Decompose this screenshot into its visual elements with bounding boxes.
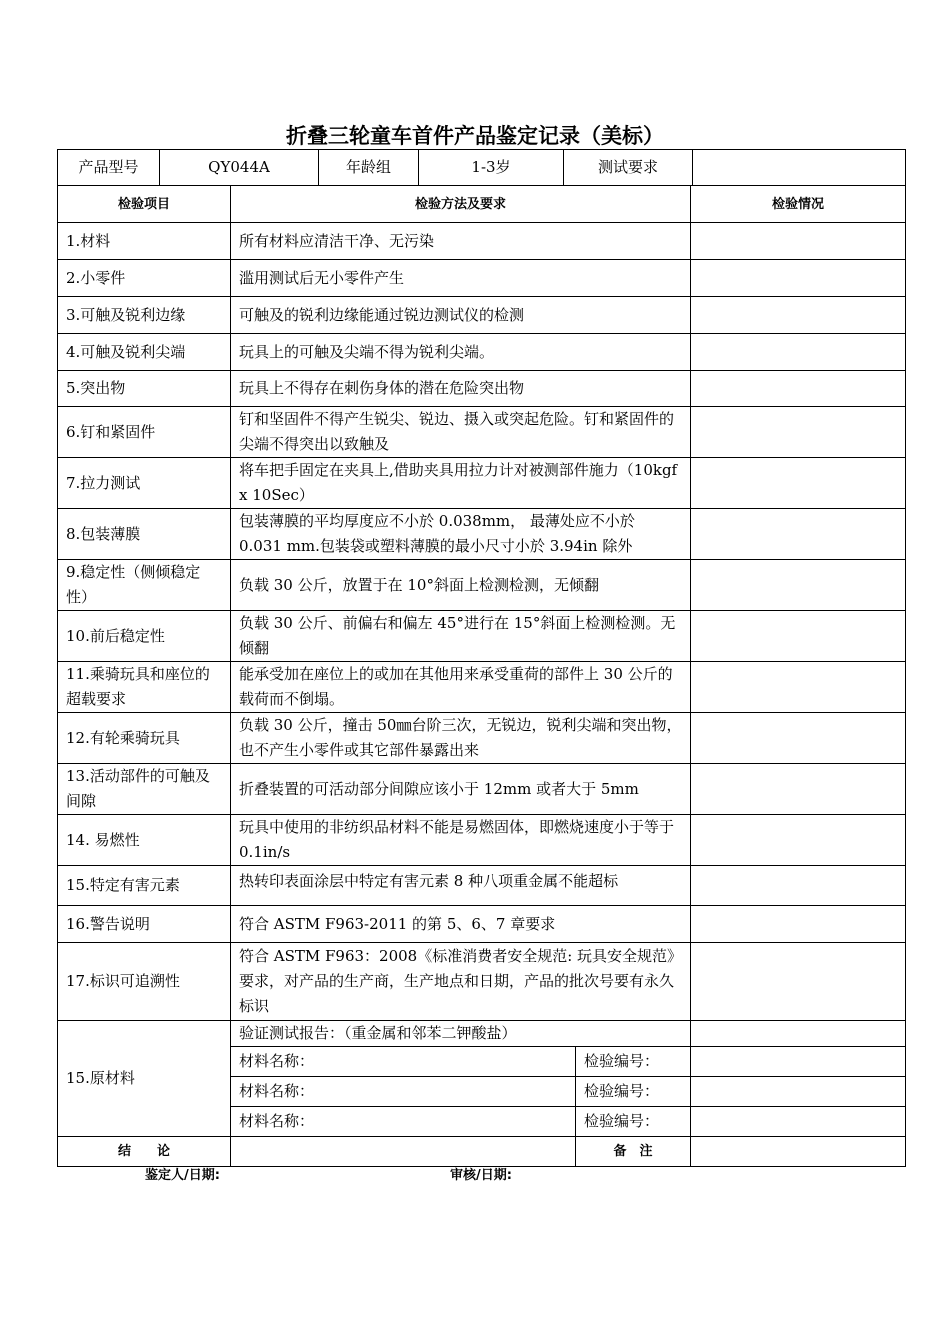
table-row xyxy=(58,943,906,1021)
status-cell[interactable] xyxy=(691,407,906,458)
status-cell[interactable] xyxy=(691,764,906,815)
inspect-number-label: 检验编号： xyxy=(576,1107,691,1137)
inspect-number-value[interactable] xyxy=(691,1077,906,1107)
status-cell[interactable] xyxy=(691,906,906,943)
column-status: 检验情况 xyxy=(691,186,906,223)
material-name-label: 材料名称： xyxy=(231,1047,576,1077)
method-cell: 热转印表面涂层中特定有害元素 8 种八项重金属不能超标 xyxy=(231,866,691,906)
item-cell: 11.乘骑玩具和座位的超载要求 xyxy=(58,662,231,713)
item-cell: 13.活动部件的可触及间隙 xyxy=(58,764,231,815)
inspect-number-label: 检验编号： xyxy=(576,1077,691,1107)
method-cell: 折叠装置的可活动部分间隙应该小于 12mm 或者大于 5mm xyxy=(231,764,691,815)
status-cell[interactable] xyxy=(691,662,906,713)
material-name-label: 材料名称： xyxy=(231,1107,576,1137)
inspect-number-value[interactable] xyxy=(691,1107,906,1137)
item-cell: 4.可触及锐利尖端 xyxy=(58,334,231,371)
method-cell: 能承受加在座位上的或加在其他用来承受重荷的部件上 30 公斤的载荷而不倒塌。 xyxy=(231,662,691,713)
material-name-label: 材料名称： xyxy=(231,1077,576,1107)
method-cell: 玩具上的可触及尖端不得为锐利尖端。 xyxy=(231,334,691,371)
item-cell: 5.突出物 xyxy=(58,371,231,407)
table-row xyxy=(58,560,906,611)
method-cell: 将车把手固定在夹具上,借助夹具用拉力计对被测部件施力（10kgf x 10Sec） xyxy=(231,458,691,509)
status-cell[interactable] xyxy=(691,713,906,764)
test-requirement-value xyxy=(693,150,906,186)
status-cell[interactable] xyxy=(691,815,906,866)
item-cell: 2.小零件 xyxy=(58,260,231,297)
raw-material-report-row xyxy=(58,1021,906,1047)
status-cell[interactable] xyxy=(691,1021,906,1047)
method-cell: 负载 30 公斤，放置于在 10°斜面上检测检测，无倾翻 xyxy=(231,560,691,611)
item-cell: 1.材料 xyxy=(58,223,231,260)
item-cell: 6.钉和紧固件 xyxy=(58,407,231,458)
method-cell: 符合 ASTM F963：2008《标准消费者安全规范: 玩具安全规范》要求，对产品的生产商，生产地点和日期，产品的批次号要有永久标识 xyxy=(231,943,691,1021)
table-row xyxy=(58,815,906,866)
method-cell: 符合 ASTM F963-2011 的第 5、6、7 章要求 xyxy=(231,906,691,943)
header-table xyxy=(57,149,906,186)
item-cell: 14. 易燃性 xyxy=(58,815,231,866)
status-cell[interactable] xyxy=(691,943,906,1021)
status-cell[interactable] xyxy=(691,334,906,371)
table-row xyxy=(58,611,906,662)
age-value: 1-3岁 xyxy=(419,150,564,186)
table-row xyxy=(58,371,906,407)
method-cell: 钉和坚固件不得产生锐尖、锐边、摄入或突起危险。钉和紧固件的尖端不得突出以致触及 xyxy=(231,407,691,458)
remark-label: 备 注 xyxy=(576,1137,691,1167)
table-row xyxy=(58,334,906,371)
item-cell: 15.特定有害元素 xyxy=(58,866,231,906)
inspection-table xyxy=(57,185,906,1167)
method-cell: 所有材料应清洁干净、无污染 xyxy=(231,223,691,260)
status-cell[interactable] xyxy=(691,611,906,662)
method-cell: 玩具中使用的非纺织品材料不能是易燃固体，即燃烧速度小于等于 0.1in/s xyxy=(231,815,691,866)
test-requirement-label: 测试要求 xyxy=(564,150,693,186)
table-row xyxy=(58,223,906,260)
status-cell[interactable] xyxy=(691,866,906,906)
document-title: 折叠三轮童车首件产品鉴定记录（美标） xyxy=(286,124,664,148)
status-cell[interactable] xyxy=(691,223,906,260)
conclusion-row xyxy=(58,1137,906,1167)
column-item: 检验项目 xyxy=(58,186,231,223)
appraiser-date-label: 鉴定人/日期: xyxy=(145,1168,220,1183)
method-cell: 负载 30 公斤，撞击 50㎜台阶三次，无锐边，锐利尖端和突出物，也不产生小零件或其它部件暴露出来 xyxy=(231,713,691,764)
inspect-number-label: 检验编号： xyxy=(576,1047,691,1077)
item-cell: 16.警告说明 xyxy=(58,906,231,943)
model-value: QY044A xyxy=(160,150,319,186)
table-row xyxy=(58,458,906,509)
raw-material-report: 验证测试报告：（重金属和邻苯二钾酸盐） xyxy=(231,1021,691,1047)
method-cell: 包装薄膜的平均厚度应不小於 0.038mm， 最薄处应不小於 0.031 mm.包装袋或塑料薄膜的最小尺寸小於 3.94in 除外 xyxy=(231,509,691,560)
table-row xyxy=(58,764,906,815)
status-cell[interactable] xyxy=(691,560,906,611)
reviewer-date-label: 审核/日期: xyxy=(450,1168,512,1183)
remark-value[interactable] xyxy=(691,1137,906,1167)
raw-material-item: 15.原材料 xyxy=(58,1021,231,1137)
column-header-row xyxy=(58,186,906,223)
table-row xyxy=(58,260,906,297)
table-row xyxy=(58,713,906,764)
conclusion-label: 结 论 xyxy=(58,1137,231,1167)
table-row xyxy=(58,509,906,560)
method-cell: 滥用测试后无小零件产生 xyxy=(231,260,691,297)
status-cell[interactable] xyxy=(691,458,906,509)
table-row xyxy=(58,866,906,906)
status-cell[interactable] xyxy=(691,509,906,560)
status-cell[interactable] xyxy=(691,371,906,407)
age-label: 年龄组 xyxy=(319,150,419,186)
item-cell: 12.有轮乘骑玩具 xyxy=(58,713,231,764)
method-cell: 玩具上不得存在刺伤身体的潜在危险突出物 xyxy=(231,371,691,407)
conclusion-value[interactable] xyxy=(231,1137,576,1167)
method-cell: 负载 30 公斤、前偏右和偏左 45°进行在 15°斜面上检测检测。无倾翻 xyxy=(231,611,691,662)
column-method: 检验方法及要求 xyxy=(231,186,691,223)
inspect-number-value[interactable] xyxy=(691,1047,906,1077)
status-cell[interactable] xyxy=(691,260,906,297)
item-cell: 3.可触及锐利边缘 xyxy=(58,297,231,334)
item-cell: 9.稳定性（侧倾稳定性） xyxy=(58,560,231,611)
item-cell: 7.拉力测试 xyxy=(58,458,231,509)
item-cell: 17.标识可追溯性 xyxy=(58,943,231,1021)
table-row xyxy=(58,407,906,458)
status-cell[interactable] xyxy=(691,297,906,334)
item-cell: 10.前后稳定性 xyxy=(58,611,231,662)
table-row xyxy=(58,662,906,713)
model-label: 产品型号 xyxy=(58,150,160,186)
item-cell: 8.包装薄膜 xyxy=(58,509,231,560)
table-row xyxy=(58,297,906,334)
method-cell: 可触及的锐利边缘能通过锐边测试仪的检测 xyxy=(231,297,691,334)
table-row xyxy=(58,906,906,943)
